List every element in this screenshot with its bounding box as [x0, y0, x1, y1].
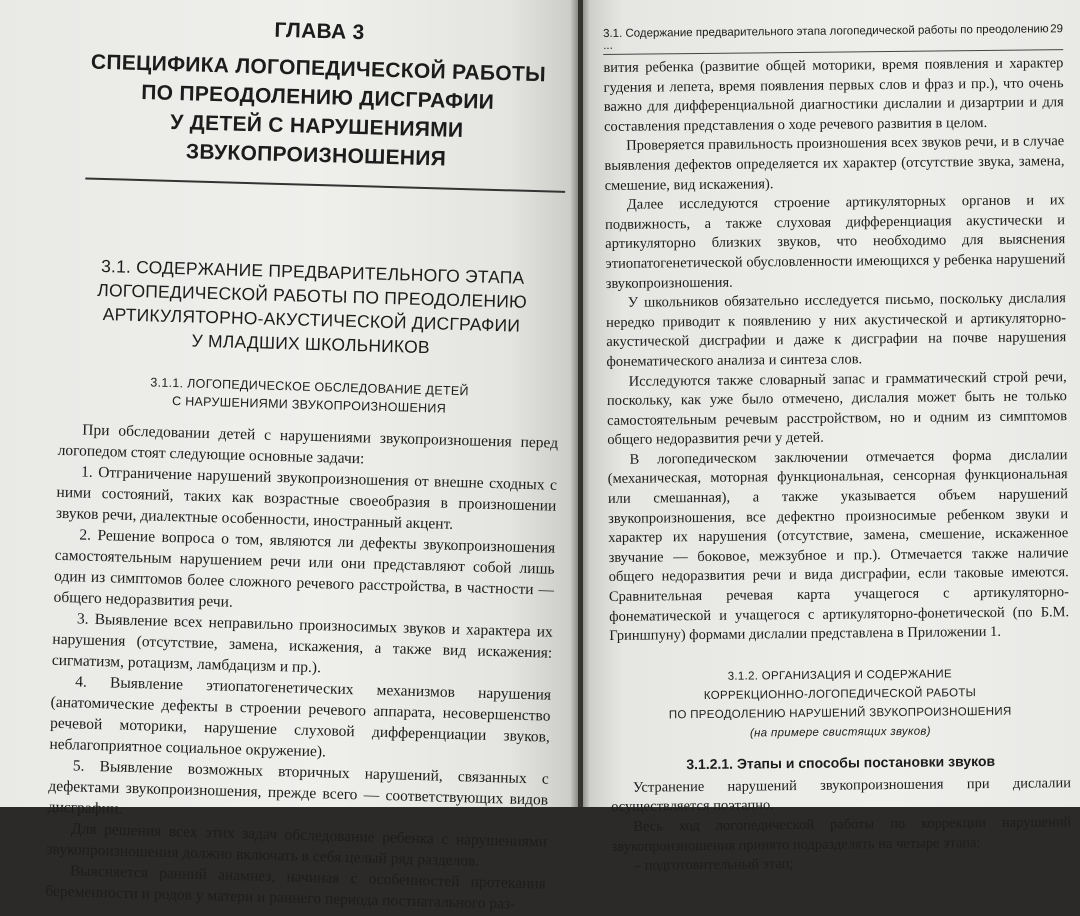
- subsection-title-2: [610, 664, 1071, 745]
- chapter-divider: [85, 177, 565, 192]
- right-page: [583, 0, 1080, 874]
- subsection-title-line-2: С НАРУШЕНИЯМИ ЗВУКОПРОИЗНОШЕНИЯ: [171, 394, 447, 416]
- list-item: – подготовительный этап;: [633, 856, 794, 874]
- paragraph: Выясняется ранний анамнез, начиная с особенностей протекания беременности и родов у матери и раннего периода постнатального раз-: [45, 862, 547, 913]
- paragraph: 5. Выявление возможных вторичных нарушений, связанных с дефектами звукопроизношения, прежде всего — соответствующих видов дисграфии.: [47, 757, 549, 818]
- subsection-title-2-line-1: 3.1.2. ОРГАНИЗАЦИЯ И СОДЕРЖАНИЕ: [727, 668, 952, 683]
- subsection-title-2-line-2: КОРРЕКЦИОННО-ЛОГОПЕДИЧЕСКОЙ РАБОТЫ: [703, 686, 977, 702]
- chapter-title-line-3: У ДЕТЕЙ С НАРУШЕНИЯМИ ЗВУКОПРОИЗНОШЕНИЯ: [170, 110, 464, 171]
- section-title-line-1: 3.1. СОДЕРЖАНИЕ ПРЕДВАРИТЕЛЬНОГО ЭТАПА: [100, 255, 525, 288]
- paragraph: 4. Выявление этиопатогенетических механизмов нарушения (анатомические дефекты в строении речевого аппарата, несовершенство речевой моторики, нарушение слуховой дифференциации звуков, неблагоприятное социальное окружение).: [49, 673, 552, 761]
- running-header-title: 3.1. Содержание предварительного этапа логопедической работы по преодолению ...: [603, 23, 1049, 52]
- right-page-content: [603, 23, 1072, 877]
- running-header: [603, 23, 1063, 55]
- paragraph: В логопедическом заключении отмечается форма дислалии (механическая, моторная функциональная, сенсорная функциональная или смешанная), а также указывается объем нарушений звукопроизношения, все дефектно произносимые ребенком звуки и характер их нарушения (отсутствие, замена, смешение, искаженное звучание — боковое, межзубное и пр.). Отмечается также наличие общего недоразвития речи и вида дисграфии, если таковые имеются. Сравнительная речевая карта учащегося с артикуляторно-фонематической и учащегося с артикуляторно-фонетической (по Б.М. Гриншпуну) формами дислалии представлена в Приложении 1.: [607, 447, 1070, 645]
- chapter-title-line-2: ПО ПРЕОДОЛЕНИЮ ДИСГРАФИИ: [140, 81, 495, 114]
- paragraph: Устранение нарушений звукопроизношения при дислалии осуществляется поэтапно.: [611, 774, 1072, 816]
- paragraph: 2. Решение вопроса о том, являются ли дефекты звукопроизношения самостоятельным нарушением речи или они представляют собой лишь один из симптомов более сложного речевого расстройства, в частности — общего недоразвития речи.: [53, 526, 556, 611]
- paragraph: Весь ход логопедической работы по коррекции нарушений звукопроизношения принято подразделять на четыре этапа:: [611, 814, 1072, 855]
- paragraph: 3. Выявление всех неправильно произносимых звуков и характера их нарушения (отсутствие, замена, искажения, а также вид искажения: сигматизм, ротацизм, ламбдацизм и пр.).: [51, 610, 554, 677]
- section-title-line-3: АРТИКУЛЯТОРНО-АКУСТИЧЕСКОЙ ДИСГРАФИИ: [102, 304, 521, 336]
- subsubsection-title: 3.1.2.1. Этапы и способы постановки звуков: [686, 752, 996, 772]
- paragraph: Проверяется правильность произношения всех звуков речи, и в случае выявления дефектов определяется их характер (отсутствие звука, замена, смешение, вид искажения).: [604, 133, 1065, 194]
- paragraph: вития ребенка (развитие общей моторики, время появления и характер гудения и лепета, время появления первых слов и фраз и пр.), что очень важно для дифференциальной диагностики дислалии и дизартрии и для составления представления о ходе речевого развития в целом.: [603, 55, 1064, 135]
- paragraph: Исследуются также словарный запас и грамматический строй речи, поскольку, как уже было отмечено, дислалия может быть не только самостоятельным речевым расстройством, но и одним из симптомов общего недоразвития речи у детей.: [606, 368, 1068, 449]
- subsection-title: [59, 371, 560, 421]
- paragraph: 1. Отграничение нарушений звукопроизношения от внешне сходных с ними состояний, таких как возрастные своеобразия в произношении звуков речи, диалектные особенности, иностранный акцент.: [55, 463, 558, 533]
- paragraph: У школьников обязательно исследуется письмо, поскольку дислалия нередко приводит к появлению у них акустической и артикуляторно-акустической дисграфии и даже к дисграфии на почве нарушения фонематического анализа и синтеза слов.: [606, 290, 1067, 370]
- section-title-line-2: ЛОГОПЕДИЧЕСКОЙ РАБОТЫ ПО ПРЕОДОЛЕНИЮ: [97, 279, 528, 312]
- book-gutter: [570, 0, 590, 807]
- paragraph: При обследовании детей с нарушениями звукопроизношения перед логопедом стоят следующие основные задачи:: [57, 421, 559, 468]
- subsection-title-2-line-3: ПО ПРЕОДОЛЕНИЮ НАРУШЕНИЙ ЗВУКОПРОИЗНОШЕНИЯ: [668, 705, 1012, 722]
- paragraph: Далее исследуются строение артикуляторных органов и их подвижность, а также слуховая дифференциация акустически и артикуляторно близких звуков, что необходимо для выяснения этиопатогенетической обусловленности имеющихся у ребенка нарушений звукопроизношения.: [604, 192, 1066, 292]
- subsection-title-line-1: 3.1.1. ЛОГОПЕДИЧЕСКОЕ ОБСЛЕДОВАНИЕ ДЕТЕЙ: [150, 375, 469, 399]
- paragraph: Для решения всех этих задач обследование ребенка с нарушениями звукопроизношения должно включать в себя целый ряд разделов.: [46, 820, 548, 870]
- chapter-label: ГЛАВА 3: [274, 18, 365, 45]
- subsection-title-2-note: (на примере свистящих звуков): [749, 725, 931, 740]
- section-title: [61, 253, 563, 363]
- page-number: 29: [1050, 23, 1064, 36]
- chapter-title-line-1: СПЕЦИФИКА ЛОГОПЕДИЧЕСКОЙ РАБОТЫ: [90, 50, 547, 87]
- left-page-content: [45, 10, 570, 916]
- section-title-line-4: У МЛАДШИХ ШКОЛЬНИКОВ: [191, 330, 431, 358]
